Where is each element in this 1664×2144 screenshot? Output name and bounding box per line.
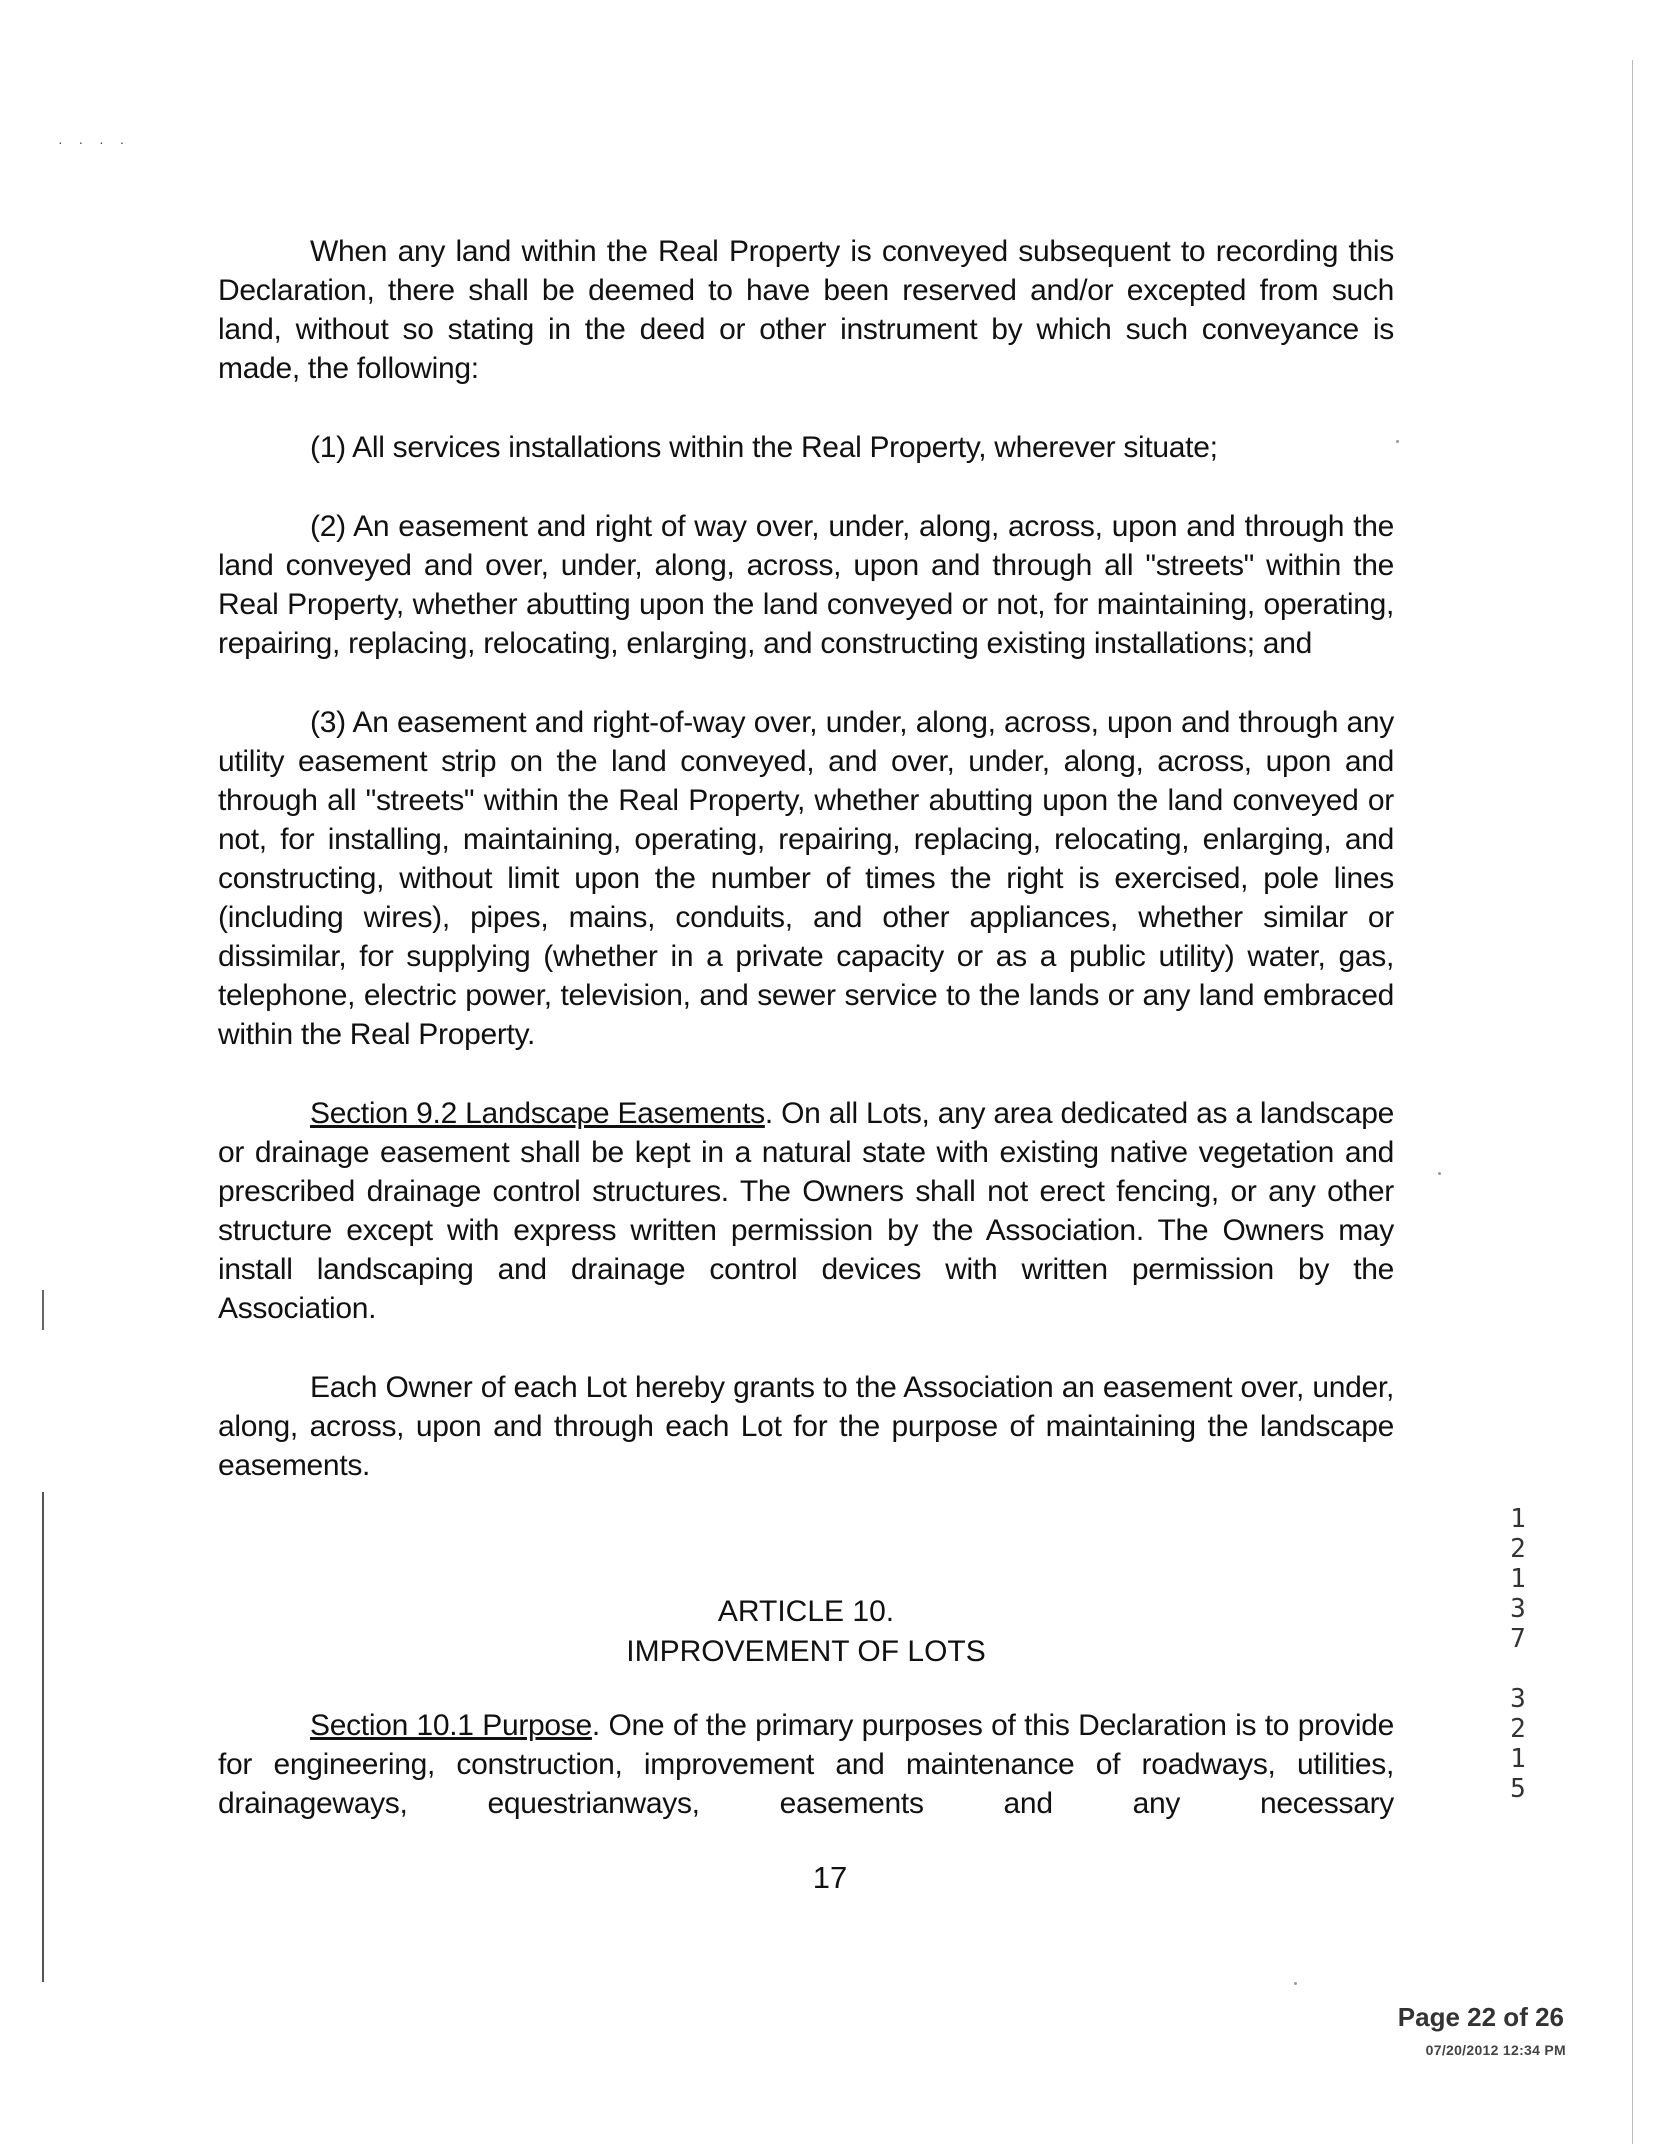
stamp-digit: 3 <box>1510 1684 1526 1714</box>
section-9-2 <box>218 1094 1394 1328</box>
stamp-digit: 5 <box>1510 1774 1526 1804</box>
stamp-digit: 1 <box>1510 1744 1526 1774</box>
recording-stamp <box>1504 1504 1532 1804</box>
right-margin-line <box>1632 60 1633 2144</box>
scan-speck <box>1396 440 1399 443</box>
stamp-digit: 7 <box>1510 1624 1526 1654</box>
article-title: IMPROVEMENT OF LOTS <box>626 1635 986 1668</box>
section-10-1 <box>218 1706 1394 1823</box>
section-10-1-body: . One of the primary purposes of this Declaration is to provide for engineering, construction, improvement and maintenance of roadways, utilities, drainageways, equestrianways, easements and any necessary <box>218 1709 1394 1820</box>
list-item-3: (3) An easement and right-of-way over, under, along, across, upon and through any utility easement strip on the land conveyed, and over, under, along, across, upon and through all "streets" within the Real Property, whether abutting upon the land conveyed or not, for installing, maintaining, operating, repairing, replacing, relocating, enlarging, and constructing, without limit upon the number of times the right is exercised, pole lines (including wires), pipes, mains, conduits, and other appliances, whether similar or dissimilar, for supplying (whether in a private capacity or as a public utility) water, gas, telephone, electric power, television, and sewer service to the lands or any land embraced within the Real Property. <box>218 706 1394 1051</box>
section-9-2-body: . On all Lots, any area dedicated as a landscape or drainage easement shall be kept in a natural state with existing native vegetation and prescribed drainage control structures. The Owners shall not erect fencing, or any other structure except with express written permission by the Association. The Owners may install landscaping and drainage control devices with written permission by the Association. <box>218 1097 1395 1325</box>
stamp-digit: 2 <box>1510 1714 1526 1744</box>
left-margin-line <box>42 1492 44 1982</box>
footer-timestamp: 07/20/2012 12:34 PM <box>1425 2042 1566 2058</box>
section-9-2-heading: Section 9.2 Landscape Easements <box>310 1097 765 1130</box>
body-text <box>218 232 1394 1485</box>
list-item-1: (1) All services installations within the Real Property, wherever situate; <box>310 431 1218 464</box>
footer-page-label: Page 22 of 26 <box>1397 2002 1564 2032</box>
page-number: 17 <box>812 1860 848 1895</box>
list-item-2: (2) An easement and right of way over, under, along, across, upon and through the land conveyed and over, under, along, across, upon and through all "streets" within the Real Property, whether abutting upon the land conveyed or not, for maintaining, operating, repairing, replacing, relocating, enlarging, and constructing existing installations; and <box>218 510 1394 660</box>
scan-speck <box>1438 1172 1441 1175</box>
scan-speck <box>1294 1982 1297 1985</box>
section-10-1-heading: Section 10.1 Purpose <box>310 1709 592 1742</box>
article-heading <box>218 1592 1394 1672</box>
stamp-digit: 1 <box>1510 1504 1526 1534</box>
stamp-spacer <box>1504 1654 1532 1684</box>
scan-artifact-marks: · · · · <box>58 134 131 150</box>
stamp-digit: 1 <box>1510 1564 1526 1594</box>
stamp-digit: 2 <box>1510 1534 1526 1564</box>
stamp-digit: 3 <box>1510 1594 1526 1624</box>
left-margin-tick <box>42 1290 44 1330</box>
article-number: ARTICLE 10. <box>717 1595 895 1628</box>
paragraph-intro: When any land within the Real Property is conveyed subsequent to recording this Declaration, there shall be deemed to have been reserved and/or excepted from such land, without so stating in the deed or other instrument by which such conveyance is made, the following: <box>218 235 1394 385</box>
paragraph-grant: Each Owner of each Lot hereby grants to the Association an easement over, under, along, across, upon and through each Lot for the purpose of maintaining the landscape easements. <box>218 1371 1394 1482</box>
